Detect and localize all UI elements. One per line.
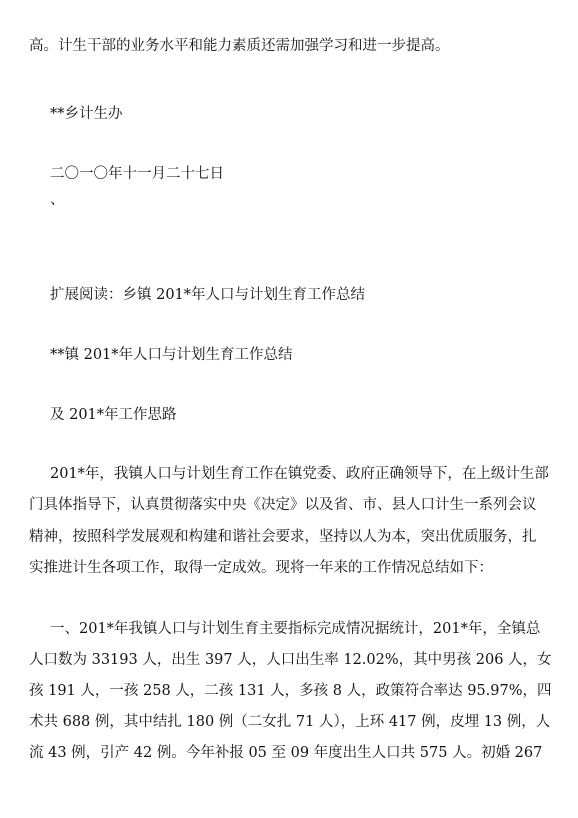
- signature-date: 二〇一〇年十一月二十七日: [50, 166, 224, 182]
- para1-line: 实推进计生各项工作，取得一定成效。现将一年来的工作情况总结如下：: [29, 560, 493, 576]
- para1-line: 精神，按照科学发展观和构建和谐社会要求，坚持以人为本，突出优质服务，扎: [29, 529, 537, 545]
- signature-org: **乡计生办: [50, 106, 123, 122]
- document-title: **镇 201*年人口与计划生育工作总结: [50, 347, 293, 363]
- para2-line: 术共 688 例，其中结扎 180 例（二女扎 71 人），上环 417 例，皮埋 13 例，人: [29, 714, 551, 730]
- document-subtitle: 及 201*年工作思路: [50, 407, 177, 423]
- para1-line: 门具体指导下，认真贯彻落实中央《决定》以及省、市、县人口计生一系列会议: [29, 497, 537, 513]
- further-reading-heading: 扩展阅读：乡镇 201*年人口与计划生育工作总结: [50, 287, 366, 303]
- para2-line: 孩 191 人，一孩 258 人，二孩 131 人，多孩 8 人，政策符合率达 95.97%，四: [29, 683, 552, 699]
- intro-line: 高。计生干部的业务水平和能力素质还需加强学习和进一步提高。: [29, 38, 450, 54]
- stray-mark: 、: [50, 192, 65, 208]
- para2-line: 人口数为 33193 人，出生 397 人，人口出生率 12.02%，其中男孩 206 人，女: [29, 652, 552, 668]
- para1-line: 201*年，我镇人口与计划生育工作在镇党委、政府正确领导下，在上级计生部: [50, 466, 549, 482]
- para2-line: 一、201*年我镇人口与计划生育主要指标完成情况据统计，201*年，全镇总: [50, 621, 541, 637]
- para2-line: 流 43 例，引产 42 例。今年补报 05 至 09 年度出生人口共 575 人。初婚 267: [29, 745, 543, 761]
